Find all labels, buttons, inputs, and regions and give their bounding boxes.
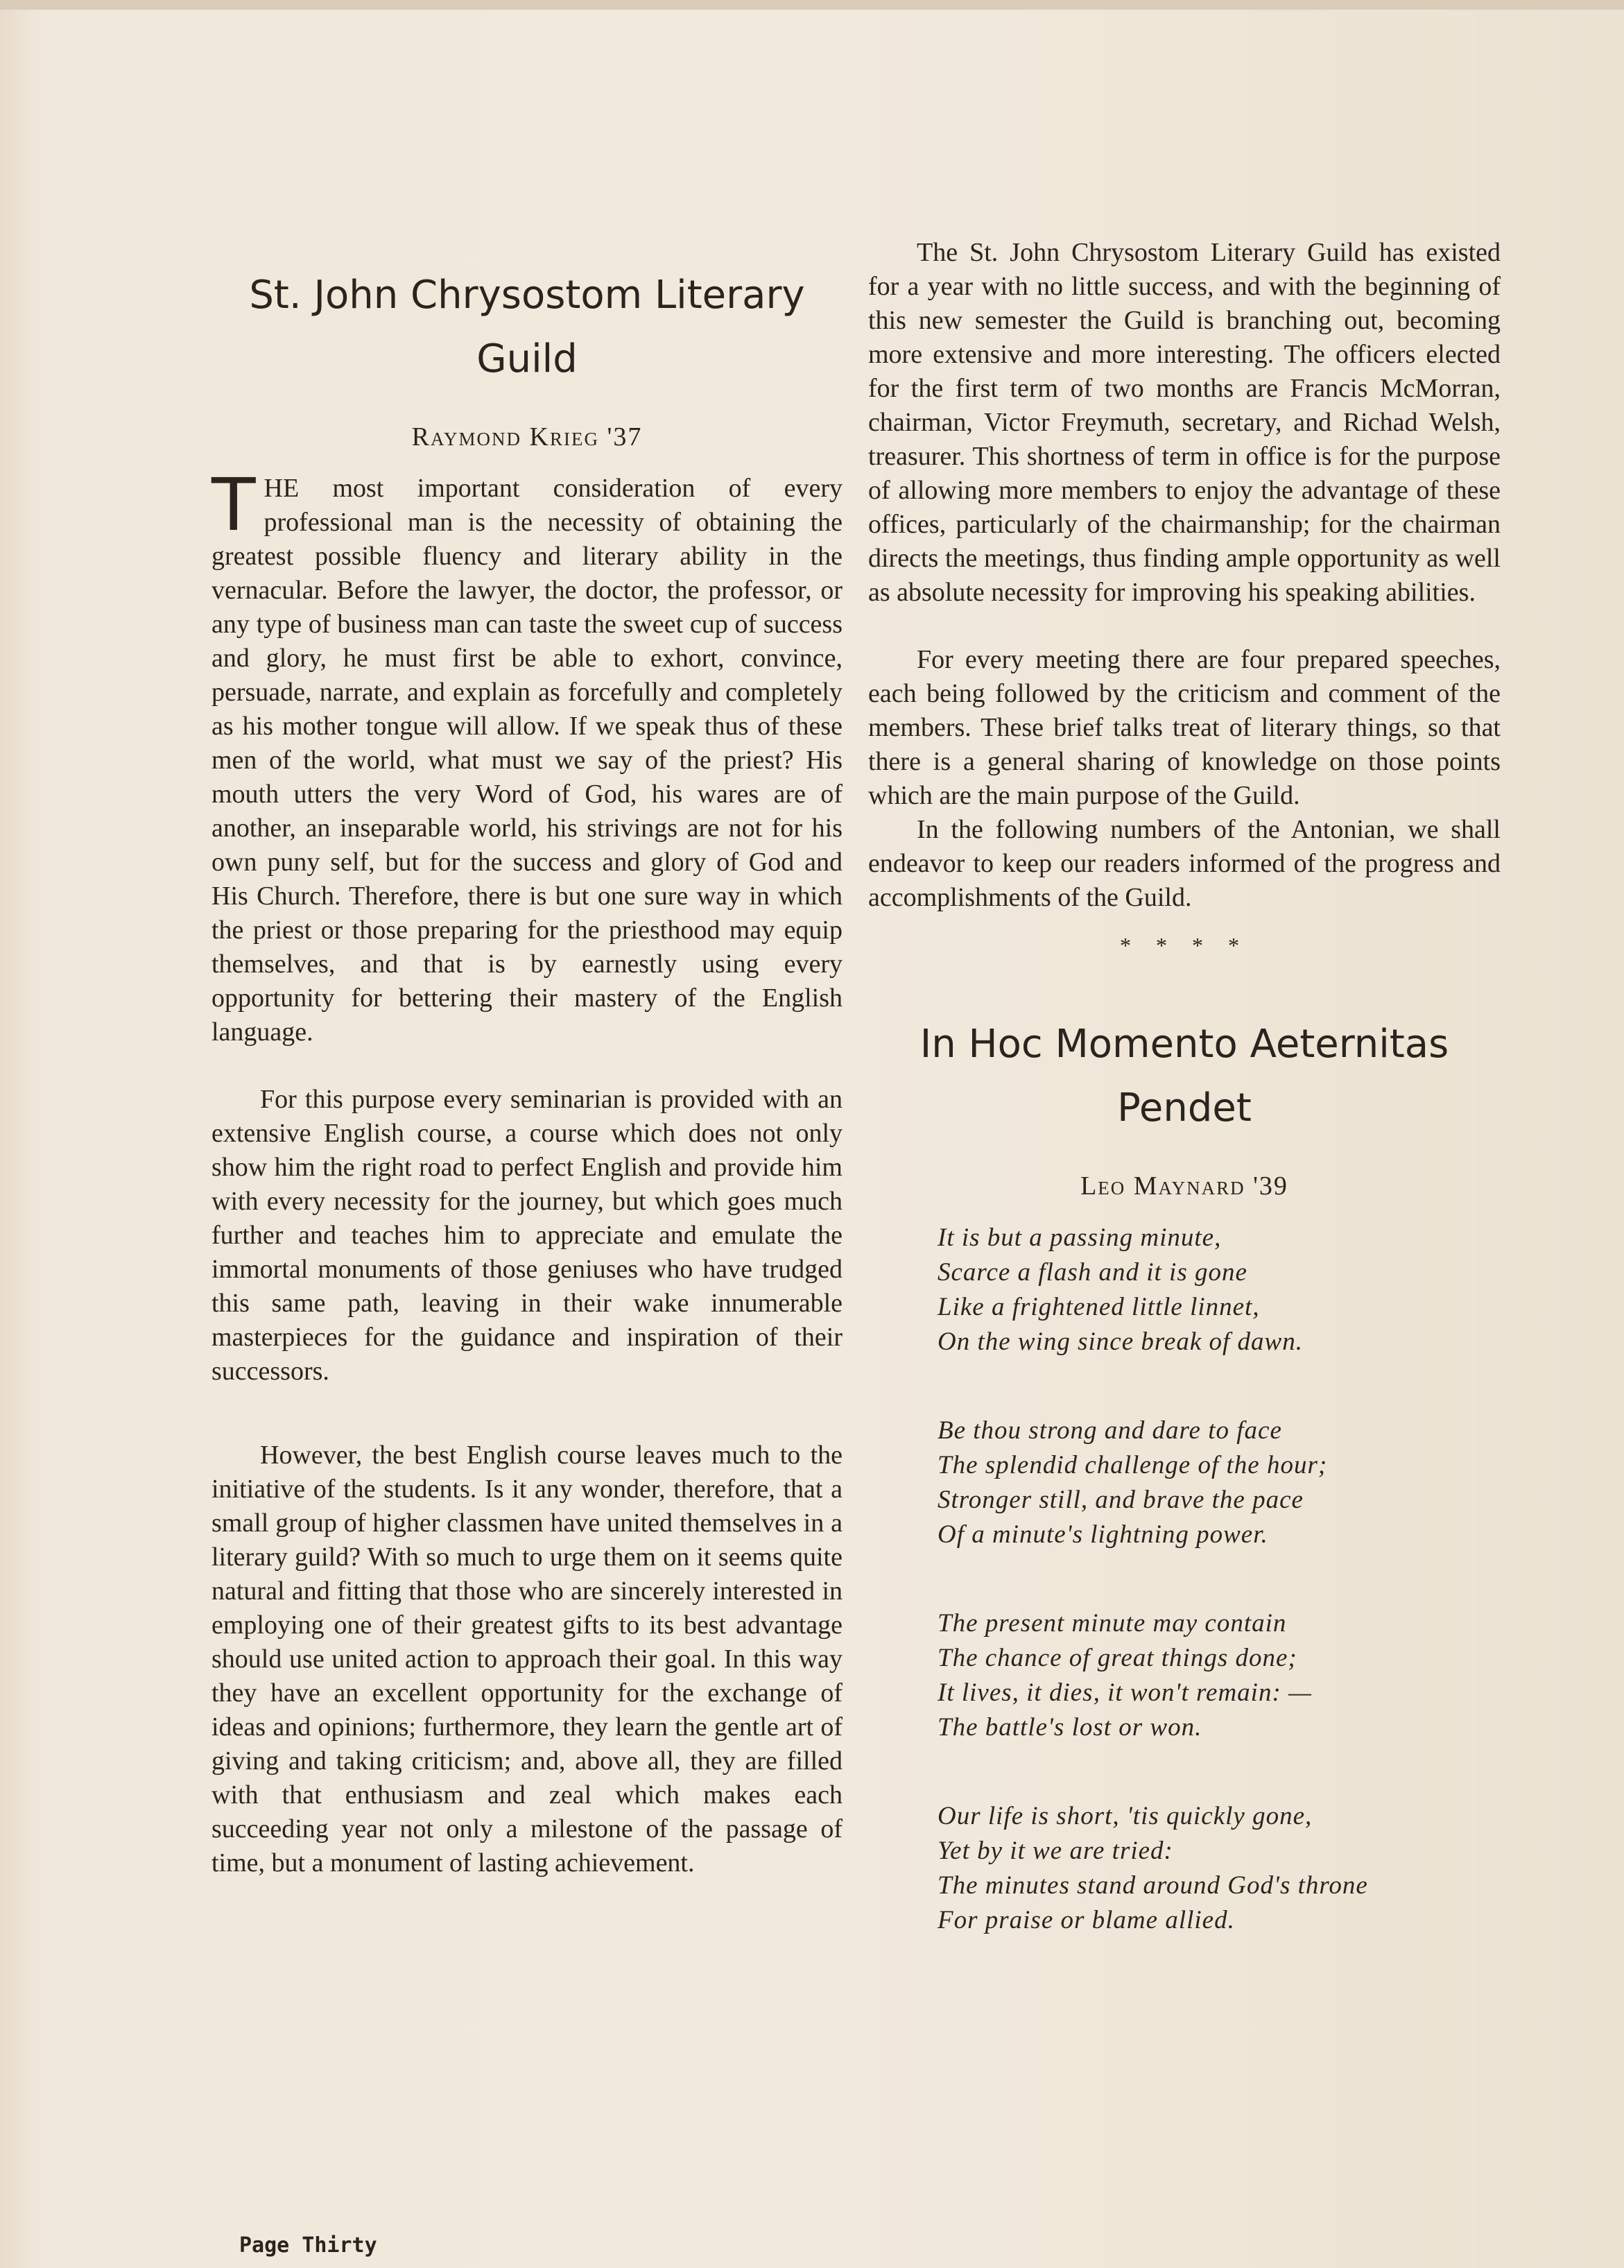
top-edge <box>0 0 1624 10</box>
poem-line: The chance of great things done; <box>938 1644 1297 1672</box>
drop-cap: T <box>211 463 256 547</box>
poem-line: The splendid challenge of the hour; <box>938 1451 1328 1479</box>
poem-line: Of a minute's lightning power. <box>938 1520 1268 1549</box>
poem-stanza-2 <box>938 1414 1501 1552</box>
left-column <box>211 264 843 1880</box>
right-column <box>868 236 1501 1992</box>
poem-line: For praise or blame allied. <box>938 1906 1235 1934</box>
poem-line: The battle's lost or won. <box>938 1713 1202 1742</box>
article-byline: Raymond Krieg '37 <box>411 422 643 452</box>
poem-title-line2: Pendet <box>1117 1085 1252 1131</box>
poem-title <box>868 1013 1501 1140</box>
poem-line: It lives, it dies, it won't remain: — <box>938 1678 1312 1707</box>
article-title <box>211 264 843 391</box>
poem-line: Yet by it we are tried: <box>938 1837 1173 1865</box>
poem-line: It is but a passing minute, <box>938 1223 1222 1252</box>
article-title-line2: Guild <box>476 336 578 381</box>
poem-byline: Leo Maynard '39 <box>1080 1171 1288 1201</box>
poem-title-line1: In Hoc Momento Aeternitas <box>919 1022 1449 1067</box>
article-paragraph-2: For this purpose every seminarian is provided with an extensive English course, a course which does not only show him the right road to perfect English and provide him with every necessity for the journey, but which goes much further and teaches him to appreciate and emulate the immortal monuments of those geniuses who have trudged this same path, leaving in their wake innumerable masterpieces for the guidance and inspiration of their successors. <box>211 1085 843 1386</box>
poem-stanza-3 <box>938 1606 1501 1745</box>
article-paragraph-1 <box>211 463 843 1049</box>
article-title-line1: St. John Chrysostom Literary <box>249 273 805 318</box>
poem-line: Stronger still, and brave the pace <box>938 1486 1304 1514</box>
article-paragraph-4: The St. John Chrysostom Literary Guild has existed for a year with no little success, and with the beginning of this new semester the Guild is branching out, becoming more extensive and more interesting. The officers elected for the first term of two months are Francis McMorran, chairman, Victor Freymuth, secretary, and Richad Welsh, treasurer. This shortness of term in office is for the purpose of allowing more members to enjoy the advantage of these offices, particularly of the chairmanship; for the chairman directs the meetings, thus finding ample opportunity as well as absolute necessity for improving his speaking abilities. <box>868 238 1501 607</box>
article-paragraph-3: However, the best English course leaves much to the initiative of the students. Is it any wonder, therefore, that a small group of higher classmen have united themselves in a literary guild? With so much to urge them on it seems quite natural and fitting that those who are sincerely interested in employing one of their greatest gifts to its best advantage should use united action to approach their goal. In this way they have an excellent opportunity for the exchange of ideas and opinions; furthermore, they learn the gentle art of giving and taking criticism; and, above all, they are filled with that enthusiasm and zeal which makes each succeeding year not only a milestone of the passage of time, but a monument of lasting achievement. <box>211 1441 843 1878</box>
poem-stanza-1 <box>938 1221 1501 1359</box>
poem-stanza-4 <box>938 1799 1501 1938</box>
poem-line: On the wing since break of dawn. <box>938 1328 1303 1356</box>
poem-line: The present minute may contain <box>938 1609 1287 1638</box>
page-number: Page Thirty <box>239 2233 377 2258</box>
poem-line: The minutes stand around God's throne <box>938 1871 1368 1900</box>
article-paragraph-6: In the following numbers of the Antonian, we shall endeavor to keep our readers informed of the progress and accomplishments of the Guild. <box>868 815 1501 912</box>
article-paragraph-5: For every meeting there are four prepared speeches, each being followed by the criticism and comment of the members. These brief talks treat of literary things, so that there is a general sharing of knowledge on those points which are the main purpose of the Guild. <box>868 645 1501 810</box>
section-separator: * * * * <box>1120 933 1249 958</box>
poem-line: Our life is short, 'tis quickly gone, <box>938 1802 1313 1830</box>
poem-line: Scarce a flash and it is gone <box>938 1258 1247 1287</box>
paragraph-1-text: HE most important consideration of every professional man is the necessity of obtaining the greatest possible fluency and literary ability in the vernacular. Before the lawyer, the doctor, the professor, or any type of business man can taste the sweet cup of success and glory, he must first be able to exhort, convince, persuade, narrate, and explain as forcefully and completely as his mother tongue will allow. If we speak thus of these men of the world, what must we say of the priest? His mouth utters the very Word of God, his wares are of another, an inseparable world, his strivings are not for his own puny self, but for the success and glory of God and His Church. Therefore, there is but one sure way in which the priest or those preparing for the priesthood may equip themselves, and that is by earnestly using every opportunity for bettering their mastery of the English language. <box>211 474 843 1047</box>
poem-line: Be thou strong and dare to face <box>938 1416 1282 1445</box>
poem-line: Like a frightened little linnet, <box>938 1293 1260 1321</box>
